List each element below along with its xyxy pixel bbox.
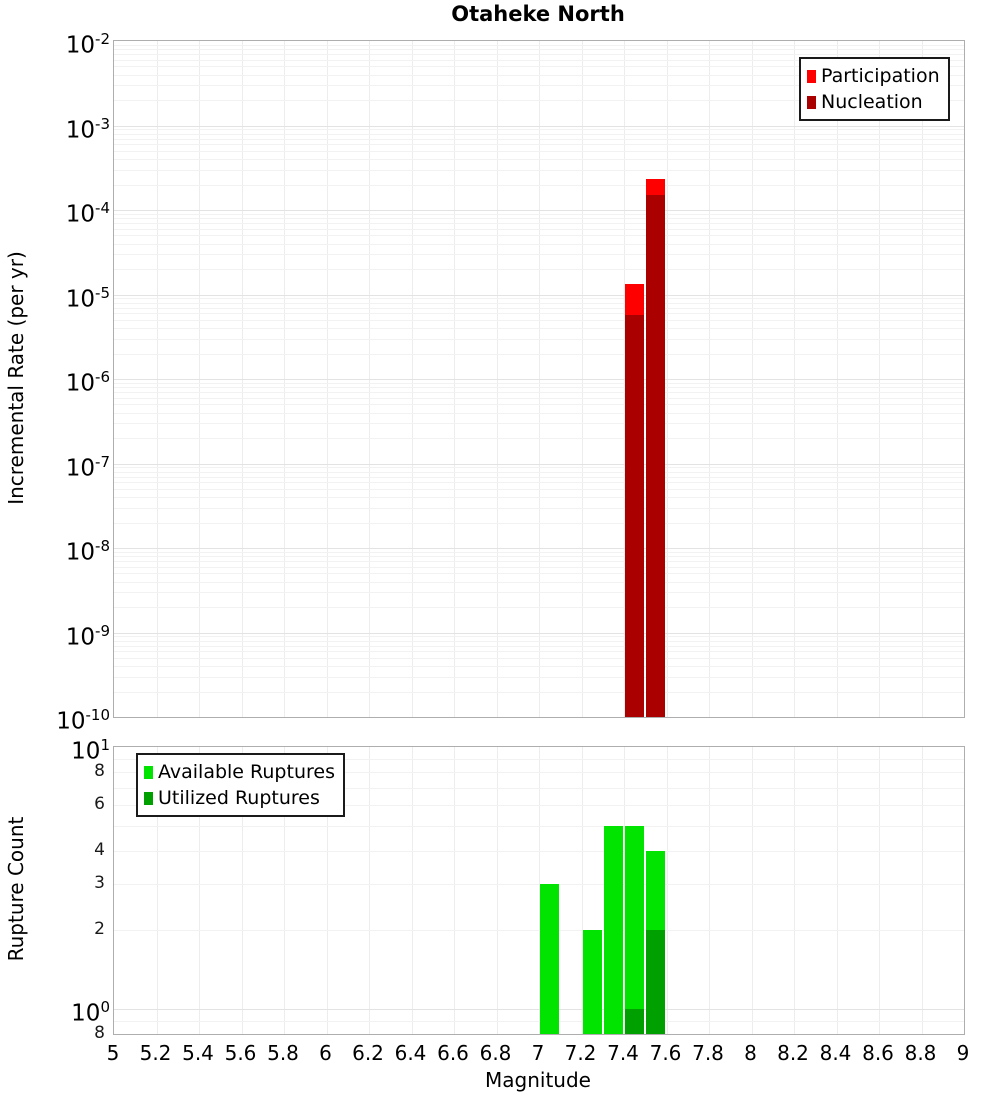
gridline — [114, 151, 964, 152]
gridline — [114, 54, 964, 55]
top-y-axis-title: Incremental Rate (per yr) — [4, 251, 28, 505]
gridline — [114, 339, 964, 340]
y-tick-label: 4 — [94, 840, 105, 861]
gridline — [114, 320, 964, 321]
y-tick-label: $10^{-2}$ — [65, 30, 110, 59]
x-tick-label: 7.6 — [649, 1041, 682, 1065]
legend-label-nucleation: Nucleation — [821, 91, 923, 113]
gridline — [114, 692, 964, 693]
x-tick-label: 5.8 — [267, 1041, 299, 1065]
gridline — [114, 308, 964, 309]
gridline — [114, 497, 964, 498]
gridline — [114, 354, 964, 355]
gridline — [114, 438, 964, 439]
legend-item-available-ruptures — [144, 759, 335, 785]
gridline — [114, 244, 964, 245]
rate-legend — [799, 57, 950, 121]
gridline — [114, 1021, 964, 1022]
x-tick-label: 5.4 — [182, 1041, 214, 1065]
gridline — [114, 561, 964, 562]
bar-available-ruptures — [540, 884, 559, 1034]
x-tick-label: 8 — [744, 1041, 757, 1065]
x-tick-label: 6.8 — [479, 1041, 512, 1065]
gridline — [114, 269, 964, 270]
legend-item-utilized-ruptures — [144, 785, 335, 811]
gridline — [114, 523, 964, 524]
x-tick-label: 6.4 — [394, 1041, 427, 1065]
y-tick-label: 8 — [94, 761, 105, 782]
gridline — [114, 489, 964, 490]
gridline — [114, 126, 964, 127]
gridline — [922, 747, 923, 1034]
gridline — [114, 567, 964, 568]
gridline — [114, 379, 964, 380]
gridline — [114, 556, 964, 557]
gridline — [879, 747, 880, 1034]
x-tick-label: 7.8 — [692, 1041, 724, 1065]
gridline — [114, 303, 964, 304]
gridline — [114, 328, 964, 329]
gridline — [114, 295, 964, 296]
y-tick-label: 6 — [94, 794, 105, 814]
gridline — [114, 677, 964, 678]
legend-label-utilized-ruptures: Utilized Ruptures — [158, 787, 320, 809]
gridline — [114, 467, 964, 468]
y-tick-label: $10^0$ — [71, 997, 110, 1027]
y-tick-label: $10^{-10}$ — [56, 706, 110, 735]
bottom-y-axis-title: Rupture Count — [4, 816, 28, 962]
x-tick-label: 7.4 — [607, 1041, 639, 1065]
y-tick-label: $10^{-3}$ — [65, 114, 110, 144]
gridline — [114, 298, 964, 299]
x-tick-label: 8.6 — [862, 1041, 894, 1065]
y-tick-label: $10^{-8}$ — [65, 537, 110, 566]
gridline — [114, 666, 964, 667]
y-tick-label: $10^{-6}$ — [65, 368, 110, 397]
chart-title: Otaheke North — [451, 2, 625, 26]
gridline — [114, 592, 964, 593]
gridline — [412, 747, 413, 1034]
bar-utilized-ruptures — [625, 1009, 644, 1034]
x-tick-label: 9 — [956, 1041, 970, 1065]
gridline — [114, 254, 964, 255]
legend-item-participation — [807, 63, 940, 89]
x-tick-label: 5 — [106, 1041, 120, 1065]
gridline — [114, 930, 964, 931]
gridline — [369, 747, 370, 1034]
gridline — [114, 214, 964, 215]
gridline — [114, 129, 964, 130]
x-tick-label: 7.2 — [564, 1041, 597, 1065]
gridline — [114, 633, 964, 634]
y-tick-label: $10^{-7}$ — [65, 452, 110, 482]
x-tick-label: 6.2 — [352, 1041, 384, 1065]
participation-swatch-icon — [807, 70, 816, 83]
gridline — [114, 826, 964, 827]
gridline — [114, 548, 964, 549]
bar-available-ruptures — [604, 826, 623, 1034]
gridline — [114, 392, 964, 393]
gridline — [752, 747, 753, 1034]
bar-available-ruptures — [625, 826, 644, 1034]
gridline — [114, 235, 964, 236]
gridline — [114, 607, 964, 608]
nucleation-swatch-icon — [807, 96, 816, 109]
gridline — [114, 45, 964, 46]
incremental-rate-plot-area — [113, 40, 965, 718]
legend-label-available-ruptures: Available Ruptures — [158, 761, 335, 783]
y-tick-label: $10^{-4}$ — [65, 199, 110, 228]
gridline — [114, 508, 964, 509]
gridline — [114, 573, 964, 574]
gridline — [497, 747, 498, 1034]
legend-label-participation: Participation — [821, 65, 940, 87]
gridline — [114, 223, 964, 224]
bar-utilized-ruptures — [646, 930, 665, 1034]
gridline — [114, 646, 964, 647]
gridline — [114, 651, 964, 652]
gridline — [667, 747, 668, 1034]
x-tick-label: 8.4 — [819, 1041, 852, 1065]
gridline — [114, 134, 964, 135]
bar-nucleation — [625, 315, 644, 718]
gridline — [837, 747, 838, 1034]
gridline — [114, 482, 964, 483]
gridline — [114, 851, 964, 852]
gridline — [114, 464, 964, 465]
gridline — [114, 229, 964, 230]
x-tick-label: 8.2 — [777, 1041, 809, 1065]
gridline — [709, 747, 710, 1034]
gridline — [114, 582, 964, 583]
x-tick-label: 6 — [319, 1041, 332, 1065]
gridline — [114, 398, 964, 399]
y-tick-label: $10^{-5}$ — [65, 283, 110, 313]
gridline — [114, 210, 964, 211]
bar-available-ruptures — [583, 930, 602, 1034]
gridline — [114, 159, 964, 160]
gridline — [114, 185, 964, 186]
gridline — [114, 170, 964, 171]
gridline — [794, 747, 795, 1034]
x-tick-label: 6.6 — [437, 1041, 469, 1065]
x-tick-label: 8.8 — [904, 1041, 937, 1065]
gridline — [114, 383, 964, 384]
gridline — [114, 387, 964, 388]
y-tick-label: 3 — [94, 872, 105, 893]
gridline — [114, 413, 964, 414]
gridline — [114, 313, 964, 314]
gridline — [114, 472, 964, 473]
gridline — [114, 49, 964, 50]
gridline — [114, 1009, 964, 1010]
y-tick-label: 2 — [94, 918, 105, 939]
gridline — [114, 552, 964, 553]
gridline — [114, 144, 964, 145]
available-ruptures-swatch-icon — [144, 766, 153, 779]
gridline — [114, 884, 964, 885]
rupture-legend — [136, 753, 345, 817]
gridline — [454, 747, 455, 1034]
gridline — [114, 658, 964, 659]
utilized-ruptures-swatch-icon — [144, 792, 153, 805]
y-tick-label: $10^{-9}$ — [65, 621, 110, 651]
x-tick-label: 5.6 — [224, 1041, 257, 1065]
gridline — [114, 641, 964, 642]
y-tick-label: $10^1$ — [71, 736, 110, 765]
x-tick-label: 5.2 — [139, 1041, 172, 1065]
gridline — [114, 477, 964, 478]
gridline — [114, 423, 964, 424]
y-tick-label: 8 — [94, 1023, 105, 1043]
x-tick-label: 7 — [531, 1041, 545, 1065]
gridline — [114, 404, 964, 405]
legend-item-nucleation — [807, 89, 940, 115]
bar-nucleation — [646, 195, 665, 717]
gridline — [114, 636, 964, 637]
x-axis-title: Magnitude — [485, 1068, 591, 1092]
gridline — [114, 139, 964, 140]
gridline — [114, 218, 964, 219]
